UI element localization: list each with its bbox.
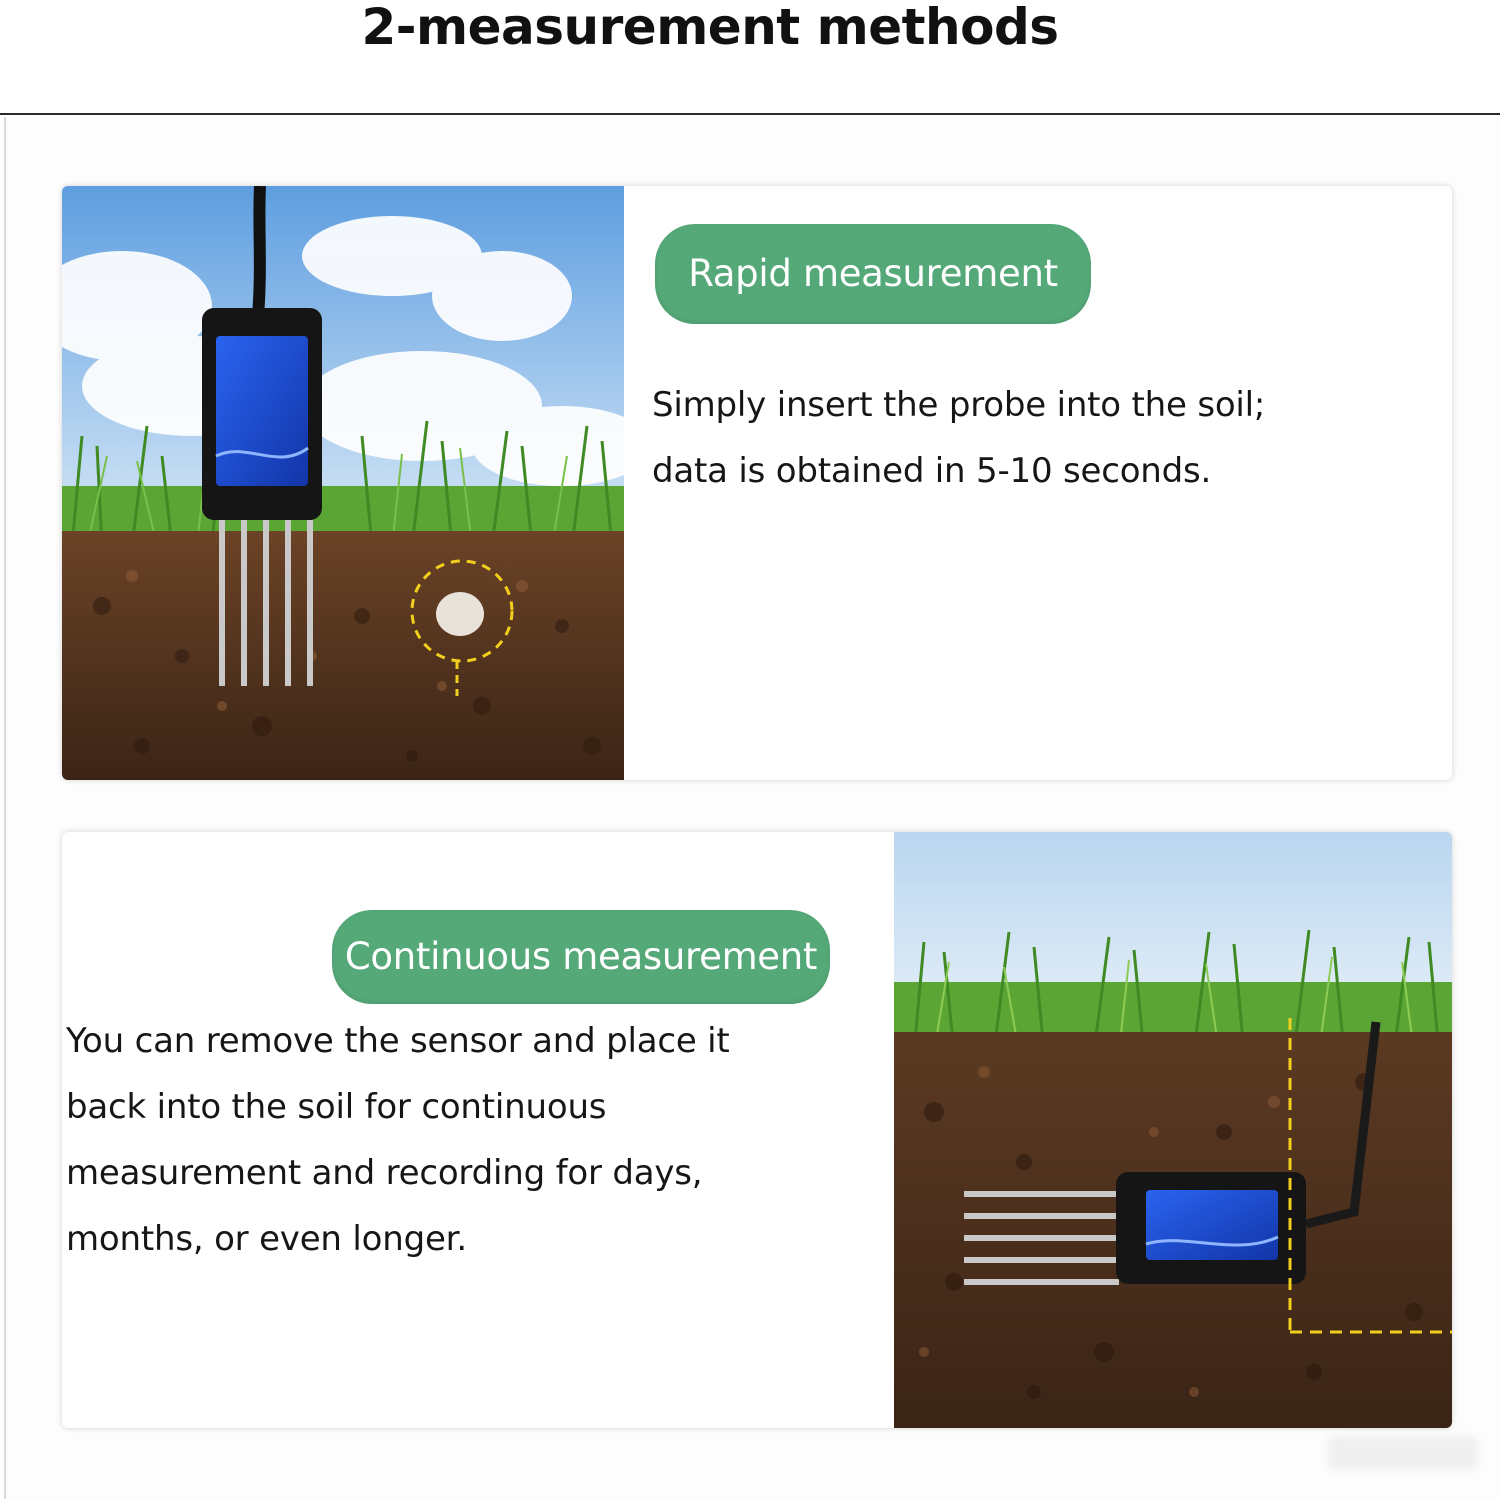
rapid-measurement-photo	[62, 186, 624, 780]
rapid-measurement-card	[62, 186, 1452, 780]
continuous-measurement-description	[66, 1008, 846, 1272]
description-line: Simply insert the probe into the soil;	[652, 385, 1266, 425]
continuous-measurement-badge: Continuous measurement	[332, 910, 830, 1004]
description-line: months, or even longer.	[66, 1219, 467, 1259]
title-divider	[0, 113, 1500, 115]
rapid-measurement-description	[652, 372, 1412, 504]
description-line: data is obtained in 5-10 seconds.	[652, 451, 1212, 491]
watermark	[1328, 1436, 1478, 1470]
rapid-measurement-badge: Rapid measurement	[655, 224, 1091, 324]
page-title: 2-measurement methods	[361, 0, 1059, 56]
description-line: back into the soil for continuous	[66, 1087, 607, 1127]
description-line: measurement and recording for days,	[66, 1153, 703, 1193]
description-line: You can remove the sensor and place it	[66, 1021, 730, 1061]
continuous-measurement-card	[62, 832, 1452, 1428]
continuous-measurement-photo	[894, 832, 1452, 1428]
